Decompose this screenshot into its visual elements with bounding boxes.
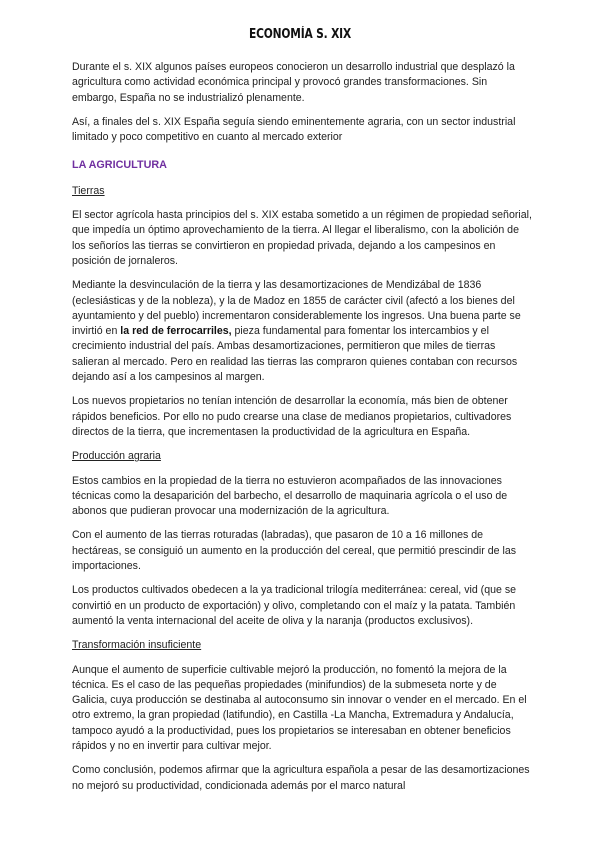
intro-paragraph-1: Durante el s. XIX algunos países europeos conocieron un desarrollo industrial que desplazó la agricultura como actividad económica principal y provocó grandes transformaciones. Sin embargo, España no se industrializó plenamente. — [72, 61, 515, 104]
produccion-paragraph-3: Los productos cultivados obedecen a la ya tradicional trilogía mediterránea: cereal, vid (que se convirtió en un producto de exportación) y olivo, completando con el maíz y la patata. También aumentó la venta internacional del aceite de oliva y la naranja (productos exclusivos). — [72, 584, 517, 627]
tierras-p2-text-b: pieza fundamental para fomentar los intercambios y el crecimiento industrial del país. Ambas desamortizaciones, permitieron que miles de tierras salieran al mercado. Pero en realidad las tierras las compraron quienes contaban con recursos dejando así a los campesinos al margen. — [72, 325, 518, 384]
transformacion-paragraph-2: Como conclusión, podemos afirmar que la agricultura española a pesar de las desamortizaciones no mejoró su productividad, condicionada además por el marco natural — [72, 764, 530, 792]
produccion-paragraph-2: Con el aumento de las tierras roturadas (labradas), que pasaron de 10 a 16 millones de hectáreas, se consiguió un aumento en la producción del cereal, que permitió prescindir de las importaciones. — [72, 529, 517, 573]
document-body — [72, 60, 532, 803]
tierras-paragraph-1: El sector agrícola hasta principios del s. XIX estaba sometido a un régimen de propiedad señorial, que impedía un óptimo aprovechamiento de la tierra. Al llegar el liberalismo, con la abolición de los señoríos las tierras se convirtieron en propiedad privada, dejando a los campesinos en posición de jornaleros. — [72, 209, 532, 267]
transformacion-paragraph-1: Aunque el aumento de superficie cultivable mejoró la producción, no fomentó la mejora de la técnica. Es el caso de las pequeñas propiedades (minifundios) de la submeseta norte y de Galicia, cuya producción se destinaba al autoconsumo sin innovar o vender en el mercado. En el otro extremo, la gran propiedad (latifundio), en Castilla -La Mancha, Extremadura y Andalucía, tampoco ayudó a la productividad, pues los propietarios se interesaban en obtener beneficios rápidos y no en invertir para cultivar mejor. — [72, 663, 527, 752]
intro-paragraph-2: Así, a finales del s. XIX España seguía siendo eminentemente agraria, con un sector industrial limitado y poco competitivo en cuanto al mercado exterior — [72, 115, 516, 144]
tierras-paragraph-2 — [72, 278, 532, 385]
subheading-produccion: Producción agraria — [72, 450, 161, 463]
tierras-p2-bold: la red de ferrocarriles, — [120, 325, 232, 338]
subheading-tierras: Tierras — [72, 184, 105, 197]
tierras-p2-text-a: Mediante la desvinculación de la tierra y las desamortizaciones de Mendizábal de 1836 (eclesiásticas y de la nobleza), y la de Madoz en 1855 de carácter civil (afectó a los bienes del ayuntamiento y del pueblo) incrementaron considerablemente los ingresos. Una buena parte se invirtió en — [72, 279, 521, 338]
produccion-paragraph-1: Estos cambios en la propiedad de la tierra no estuvieron acompañados de las innovaciones técnicas como la desaparición del barbecho, el desarrollo de maquinaria agrícola o el uso de abonos que pudieran provocar una modernización de la agricultura. — [72, 474, 508, 518]
subheading-transformacion: Transformación insuficiente — [72, 639, 202, 652]
section-heading-agricultura: LA AGRICULTURA — [72, 159, 167, 172]
tierras-paragraph-3: Los nuevos propietarios no tenían intención de desarrollar la economía, más bien de obtener rápidos beneficios. Por ello no pudo crearse una clase de medianos propietarios, cultivadores directos de la tierra, que incrementasen la productividad de la agricultura en España. — [72, 395, 512, 438]
page-title: ECONOMÍA S. XIX — [248, 27, 352, 42]
